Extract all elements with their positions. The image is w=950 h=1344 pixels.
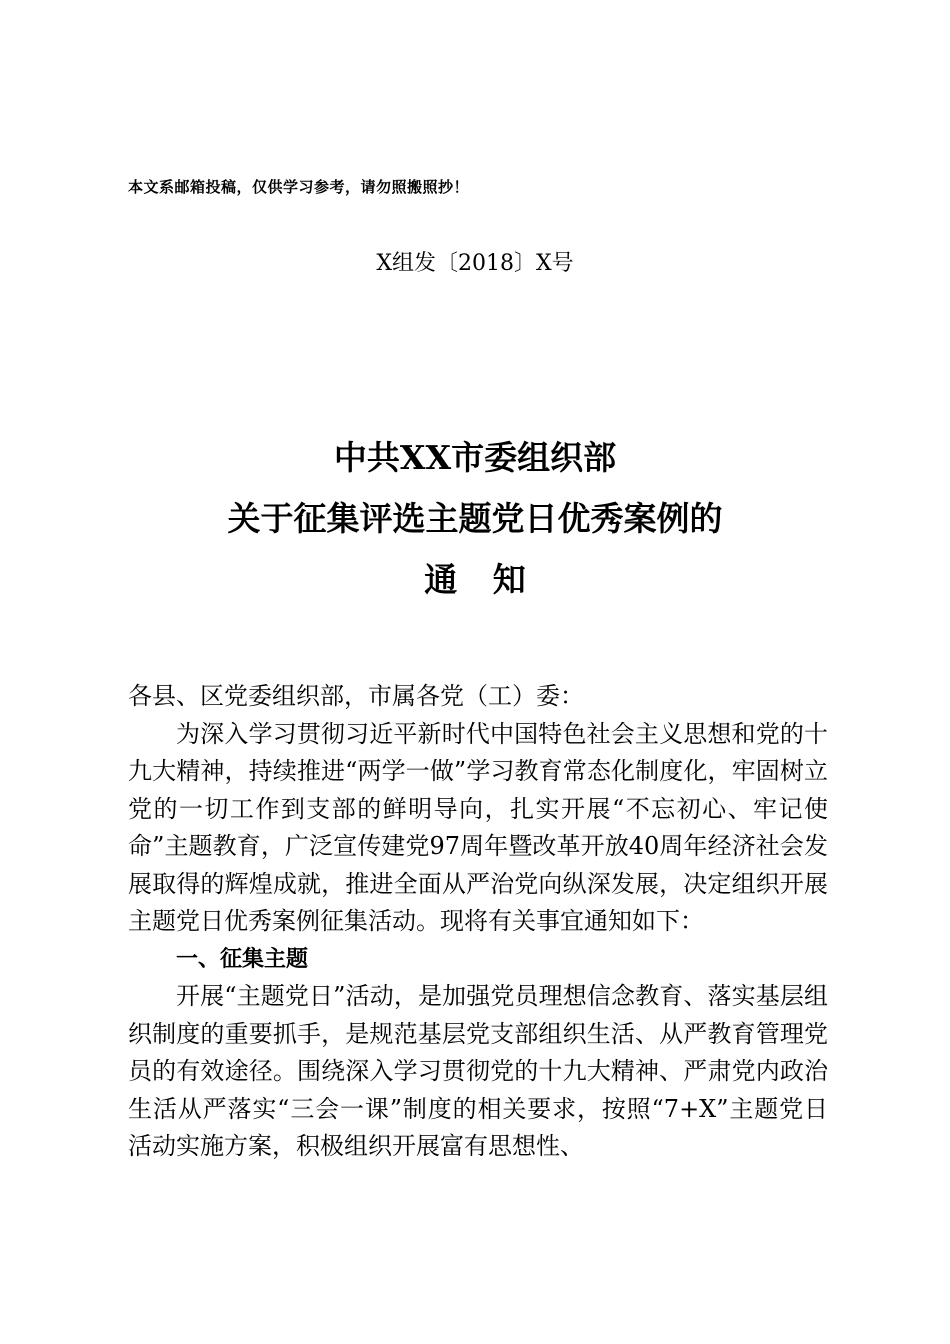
title-line-issuer: 中共XX市委组织部 bbox=[333, 438, 617, 477]
title-line-subject: 关于征集评选主题党日优秀案例的 bbox=[227, 499, 723, 538]
document-number: X组发〔2018〕X号 bbox=[376, 251, 574, 276]
disclaimer-note: 本文系邮箱投稿，仅供学习参考，请勿照搬照抄！ bbox=[128, 178, 470, 196]
section-heading: 一、征集主题 bbox=[176, 946, 309, 972]
section-paragraph: 开展“主题党日”活动，是加强党员理想信念教育、落实基层组织制度的重要抓手，是规范基层党支部组织生活、从严教育管理党员的有效途径。围绕深入学习贯彻党的十九大精神、严肃党内政治生活从严落实“三会一课”制度的相关要求，按照“7+X”主题党日活动实施方案，积极组织开展富有思想性、 bbox=[128, 982, 828, 1160]
title-line-notice: 通 知 bbox=[424, 560, 538, 599]
salutation: 各县、区党委组织部，市属各党（工）委： bbox=[128, 682, 584, 710]
document-body bbox=[128, 678, 828, 1166]
document-title bbox=[0, 434, 950, 617]
intro-paragraph: 为深入学习贯彻习近平新时代中国特色社会主义思想和党的十九大精神，持续推进“两学一做”学习教育常态化制度化，牢固树立党的一切工作到支部的鲜明导向，扎实开展“不忘初心、牢记使命”主题教育，广泛宣传建党97周年暨改革开放40周年经济社会发展取得的辉煌成就，推进全面从严治党向纵深发展，决定组织开展主题党日优秀案例征集活动。现将有关事宜通知如下： bbox=[128, 719, 828, 935]
